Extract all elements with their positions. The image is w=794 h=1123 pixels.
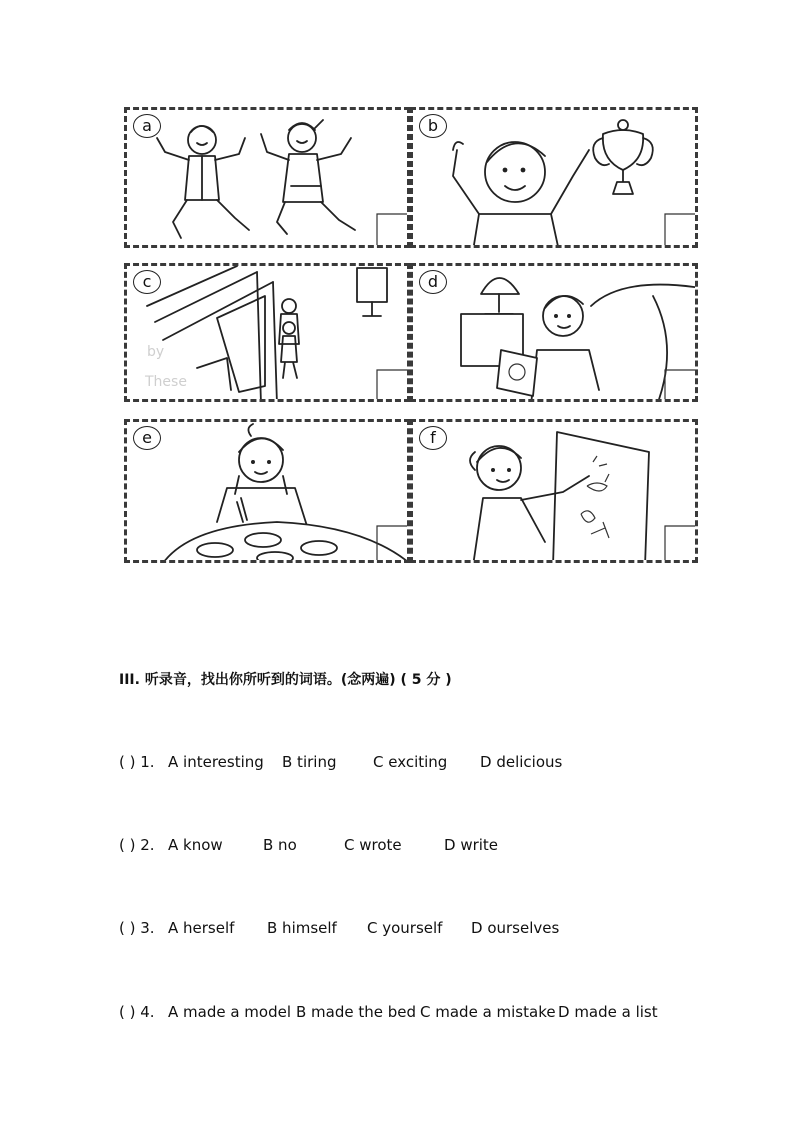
option-d: D ourselves [471,919,560,937]
picture-panel-a [124,107,410,248]
girl-kung-fu-figure [261,120,355,234]
lamp-post [357,268,387,316]
picture-panel-f [410,419,698,563]
kung-fu-illustration [127,110,410,248]
option-a: A know [168,836,223,854]
option-b: B no [263,836,297,854]
section-title: III. 听录音，找出你所听到的词语。(念两遍) ( 5 分 ) [119,672,452,688]
answer-blank[interactable]: ( ) 1. [119,753,155,771]
picture-panel-d [410,263,698,402]
painting-illustration [413,422,698,563]
option-d: D made a list [558,1003,658,1021]
picture-panel-e [124,419,410,563]
option-a: A interesting [168,753,264,771]
option-d: D delicious [480,753,563,771]
answer-blank[interactable]: ( ) 3. [119,919,155,937]
option-c: C wrote [344,836,402,854]
dining-table [161,522,410,563]
option-b: B tiring [282,753,337,771]
panel-label-a: a [133,114,161,138]
building-illustration [127,266,410,402]
answer-blank[interactable]: ( ) 4. [119,1003,155,1021]
sofa [591,285,698,402]
trophy-winner-illustration [413,110,698,248]
option-a: A herself [168,919,235,937]
picture-panel-c [124,263,410,402]
option-b: B made the bed [296,1003,417,1021]
answer-blank[interactable]: ( ) 2. [119,836,155,854]
panel-label-c: c [133,270,161,294]
reading-illustration [413,266,698,402]
eating-illustration [127,422,410,563]
panel-label-b: b [419,114,447,138]
option-c: C exciting [373,753,448,771]
option-b: B himself [267,919,337,937]
option-d: D write [444,836,499,854]
option-c: C yourself [367,919,443,937]
easel-canvas [553,432,649,563]
svg-text:These: These [145,374,187,390]
option-c: C made a mistake [420,1003,556,1021]
svg-text:by: by [147,344,165,360]
panel-label-d: d [419,270,447,294]
trophy-cup [593,120,653,194]
cheering-boy-figure [453,142,589,248]
boy-kung-fu-figure [157,126,249,238]
walking-people [279,299,299,378]
option-a: A made a model [168,1003,292,1021]
panel-label-e: e [133,426,161,450]
picture-panel-b [410,107,698,248]
panel-label-f: f [419,426,447,450]
girl-eating-figure [217,424,307,526]
